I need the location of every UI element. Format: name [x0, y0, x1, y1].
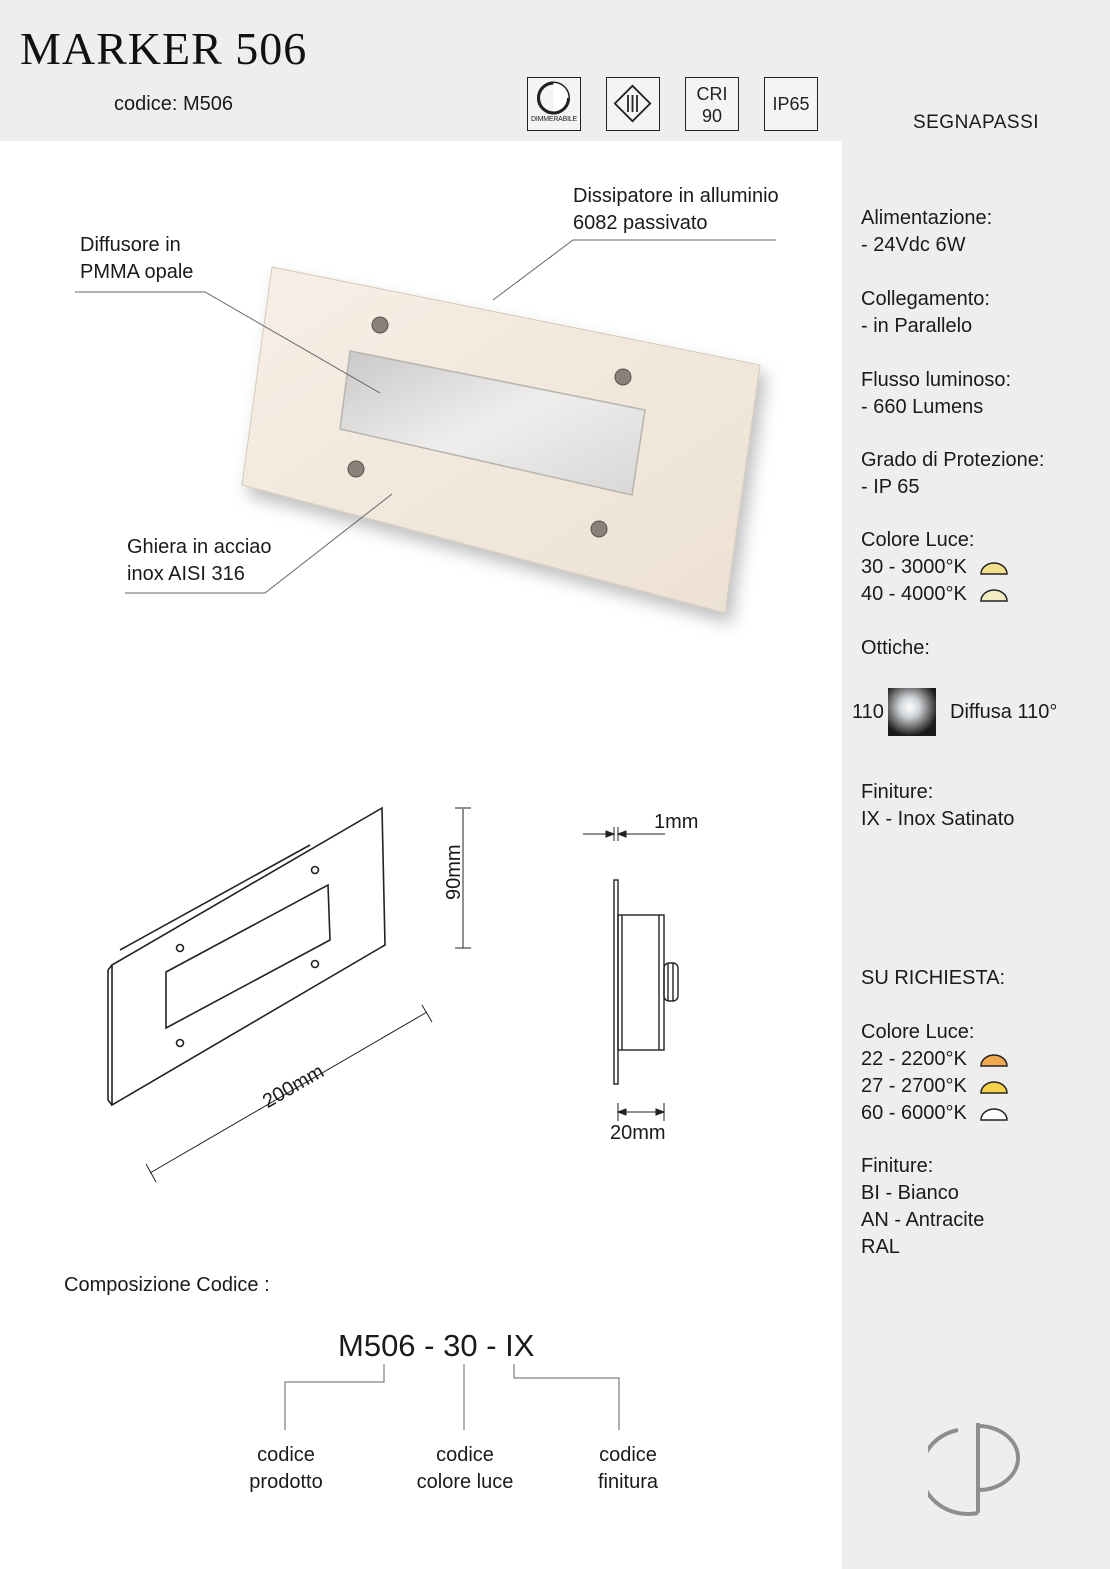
- color-dome-icon: [979, 1079, 1009, 1095]
- composition-part-color: [400, 1442, 530, 1496]
- callout-leaders: [0, 0, 842, 700]
- spec-protection-value: - IP 65: [861, 476, 920, 498]
- callout-diffuser-line1: Diffusore in: [80, 234, 181, 256]
- brand-logo: [928, 1418, 1034, 1518]
- finish-option: AN - Antracite: [861, 1209, 985, 1231]
- spec-finish-label: Finiture:: [861, 781, 934, 803]
- product-code-label: codice:: [114, 93, 178, 115]
- spec-power-value: - 24Vdc 6W: [861, 234, 966, 256]
- finish-option: RAL: [861, 1236, 900, 1258]
- on-request-light-color: [861, 1019, 1009, 1127]
- part-product-line1: codice: [257, 1444, 315, 1466]
- light-color-text: 22 - 2200°K: [861, 1048, 967, 1070]
- light-color-text: 60 - 6000°K: [861, 1102, 967, 1124]
- category-label: SEGNAPASSI: [912, 112, 1040, 133]
- composition-part-finish: [568, 1442, 688, 1496]
- spec-power-label: Alimentazione:: [861, 207, 993, 229]
- light-color-text: 40 - 4000°K: [861, 583, 967, 605]
- spec-optics-label: Ottiche:: [861, 637, 930, 659]
- callout-heatsink-line2: 6082 passivato: [573, 212, 708, 234]
- finish-option: BI - Bianco: [861, 1182, 959, 1204]
- spec-connection: [861, 286, 990, 340]
- drawing-side-view: [575, 815, 695, 1125]
- light-color-item: [861, 1100, 1009, 1127]
- spec-connection-label: Collegamento:: [861, 288, 990, 310]
- leader-heatsink: [493, 240, 776, 300]
- spec-flux-label: Flusso luminoso:: [861, 369, 1012, 391]
- spec-connection-value: - in Parallelo: [861, 315, 973, 337]
- dim-depth-line: [618, 1103, 664, 1121]
- on-request-finish-label: Finiture:: [861, 1155, 934, 1177]
- on-request-finish: [861, 1153, 984, 1261]
- spec-power: [861, 205, 992, 259]
- light-color-text: 27 - 2700°K: [861, 1075, 967, 1097]
- optics-code: 110: [852, 700, 884, 723]
- product-title: MARKER 506: [20, 23, 308, 74]
- callout-heatsink-line1: Dissipatore in alluminio: [573, 185, 779, 207]
- spec-protection-label: Grado di Protezione:: [861, 449, 1045, 471]
- dimmable-label: DIMMERABILE: [530, 116, 578, 123]
- spec-flux-value: - 660 Lumens: [861, 396, 984, 418]
- composition-label: Composizione Codice :: [64, 1274, 270, 1296]
- composition-part-product: [226, 1442, 346, 1496]
- light-color-item: [861, 581, 1009, 608]
- spec-finish-value: IX - Inox Satinato: [861, 808, 1015, 830]
- on-request-light-color-label: Colore Luce:: [861, 1021, 975, 1043]
- product-code-value: M506: [182, 93, 233, 115]
- part-product-line2: prodotto: [249, 1471, 323, 1493]
- cri-label: CRI: [696, 84, 728, 104]
- optics-item: [852, 688, 1057, 736]
- color-dome-icon: [979, 1052, 1009, 1068]
- on-request-title: SU RICHIESTA:: [861, 967, 1006, 989]
- spec-protection: [861, 447, 1044, 501]
- light-color-item: [861, 554, 1009, 581]
- spec-light-color: [861, 527, 1009, 608]
- dim-thickness-line: [583, 827, 665, 841]
- dim-length-label: 200mm: [259, 1060, 328, 1113]
- leader-diffuser: [75, 292, 380, 393]
- leader-ring: [125, 494, 392, 593]
- part-color-line2: colore luce: [416, 1471, 514, 1493]
- color-dome-icon: [979, 1106, 1009, 1122]
- cri-value: 90: [701, 106, 723, 126]
- callout-diffuser-line2: PMMA opale: [80, 261, 194, 283]
- light-color-item: [861, 1073, 1009, 1100]
- part-finish-line1: codice: [599, 1444, 657, 1466]
- light-color-item: [861, 1046, 1009, 1073]
- callout-ring-line1: Ghiera in acciao: [127, 536, 272, 558]
- spec-finish: [861, 779, 1014, 833]
- callout-ring-line2: inox AISI 316: [127, 563, 245, 585]
- composition-brackets: [0, 1360, 842, 1440]
- diffuse-beam-icon: [888, 688, 936, 736]
- color-dome-icon: [979, 560, 1009, 576]
- dim-height-label: 90mm: [443, 844, 465, 900]
- spec-light-color-label: Colore Luce:: [861, 529, 975, 551]
- light-color-text: 30 - 3000°K: [861, 556, 967, 578]
- spec-flux: [861, 367, 1011, 421]
- drawing-isometric: [100, 800, 480, 1190]
- dim-depth-label: 20mm: [610, 1122, 666, 1144]
- composition-code: M506 - 30 - IX: [338, 1328, 535, 1363]
- part-color-line1: codice: [436, 1444, 494, 1466]
- color-dome-icon: [979, 587, 1009, 603]
- optics-text: Diffusa 110°: [950, 700, 1058, 723]
- ip-label: IP65: [772, 94, 810, 114]
- part-finish-line2: finitura: [597, 1471, 659, 1493]
- dim-thickness-label: 1mm: [654, 811, 699, 833]
